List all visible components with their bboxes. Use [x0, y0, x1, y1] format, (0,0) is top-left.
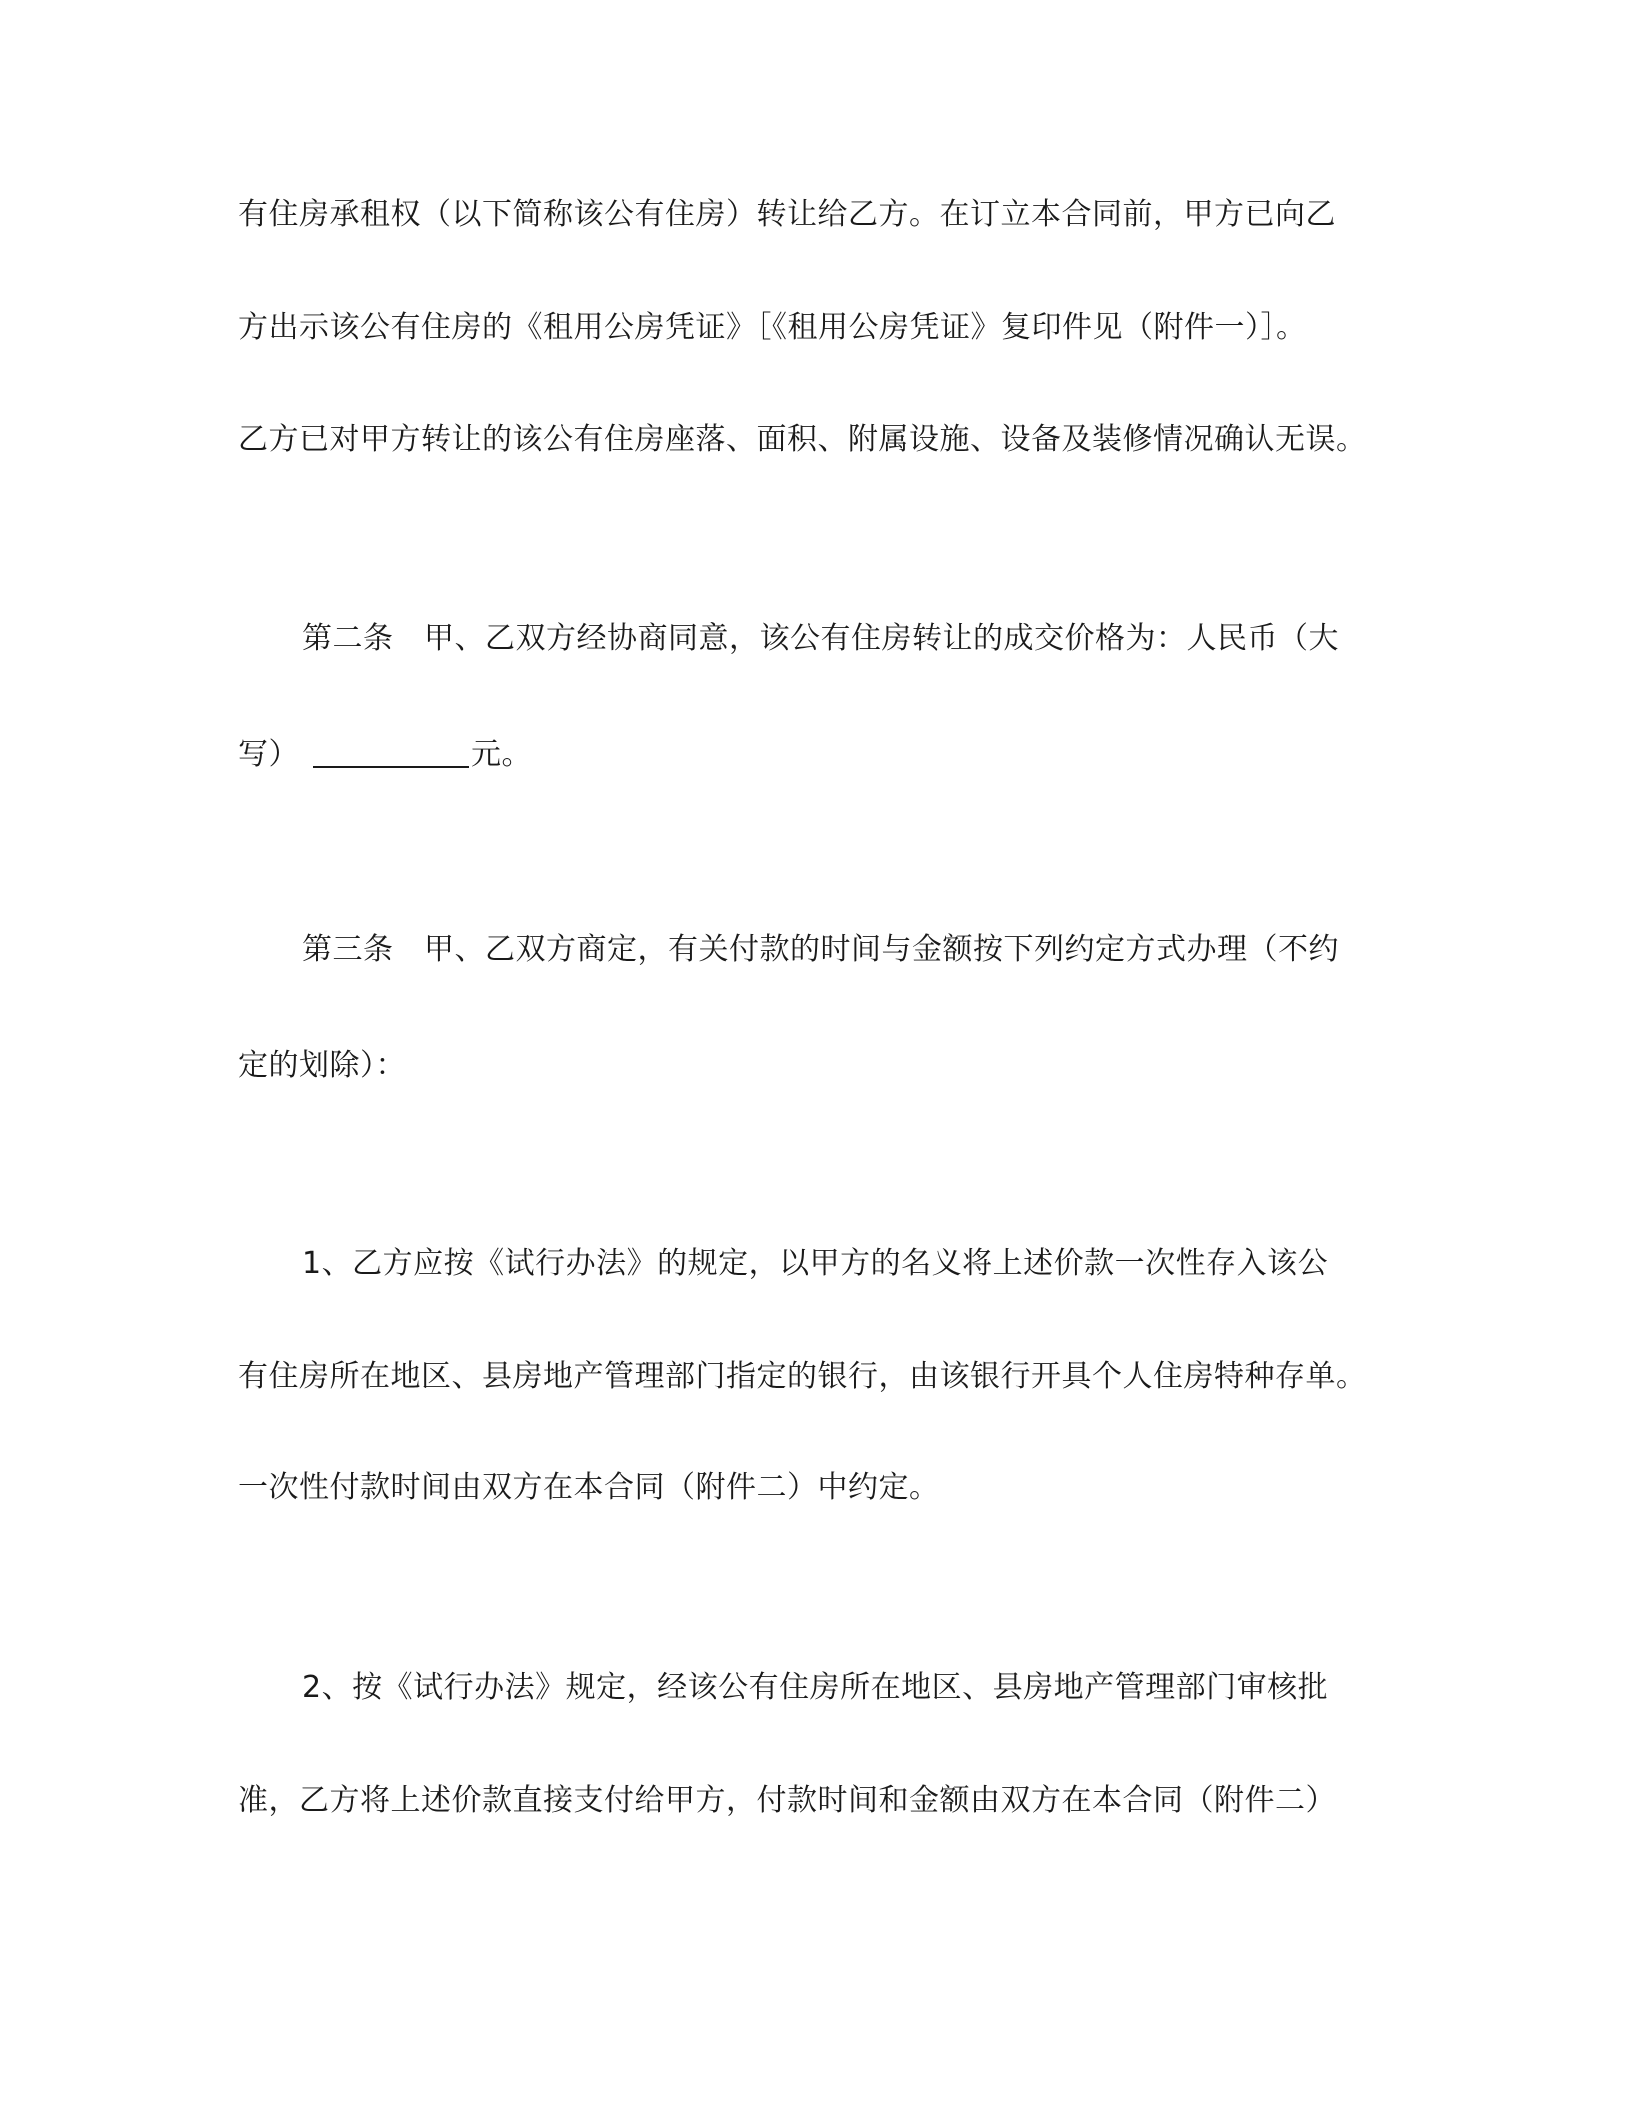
article2-text-prefix: 写）	[238, 737, 299, 772]
article1-line-1: 有住房承租权（以下简称该公有住房）转让给乙方。在订立本合同前，甲方已向乙	[238, 197, 1336, 232]
article1-line-3: 乙方已对甲方转让的该公有住房座落、面积、附属设施、设备及装修情况确认无误。	[238, 422, 1367, 457]
article3-line-1: 第三条 甲、乙双方商定，有关付款的时间与金额按下列约定方式办理（不约	[302, 932, 1339, 967]
clause1-line-1: 1、乙方应按《试行办法》的规定，以甲方的名义将上述价款一次性存入该公	[302, 1246, 1329, 1281]
clause1-line-2: 有住房所在地区、县房地产管理部门指定的银行，由该银行开具个人住房特种存单。	[238, 1359, 1367, 1394]
clause2-line-1: 2、按《试行办法》规定，经该公有住房所在地区、县房地产管理部门审核批	[302, 1670, 1329, 1705]
article1-line-2: 方出示该公有住房的《租用公房凭证》［《租用公房凭证》复印件见（附件一）］。	[238, 310, 1307, 345]
article3-line-2: 定的划除）：	[238, 1048, 406, 1083]
clause2-line-2: 准，乙方将上述价款直接支付给甲方，付款时间和金额由双方在本合同（附件二）	[238, 1783, 1336, 1818]
article2-line-2	[238, 735, 1388, 775]
clause1-line-3: 一次性付款时间由双方在本合同（附件二）中约定。	[238, 1470, 940, 1505]
price-blank-underline	[313, 736, 469, 768]
article2-line-1: 第二条 甲、乙双方经协商同意，该公有住房转让的成交价格为：人民币（大	[302, 621, 1339, 656]
article2-text-suffix: 元。	[471, 737, 532, 772]
